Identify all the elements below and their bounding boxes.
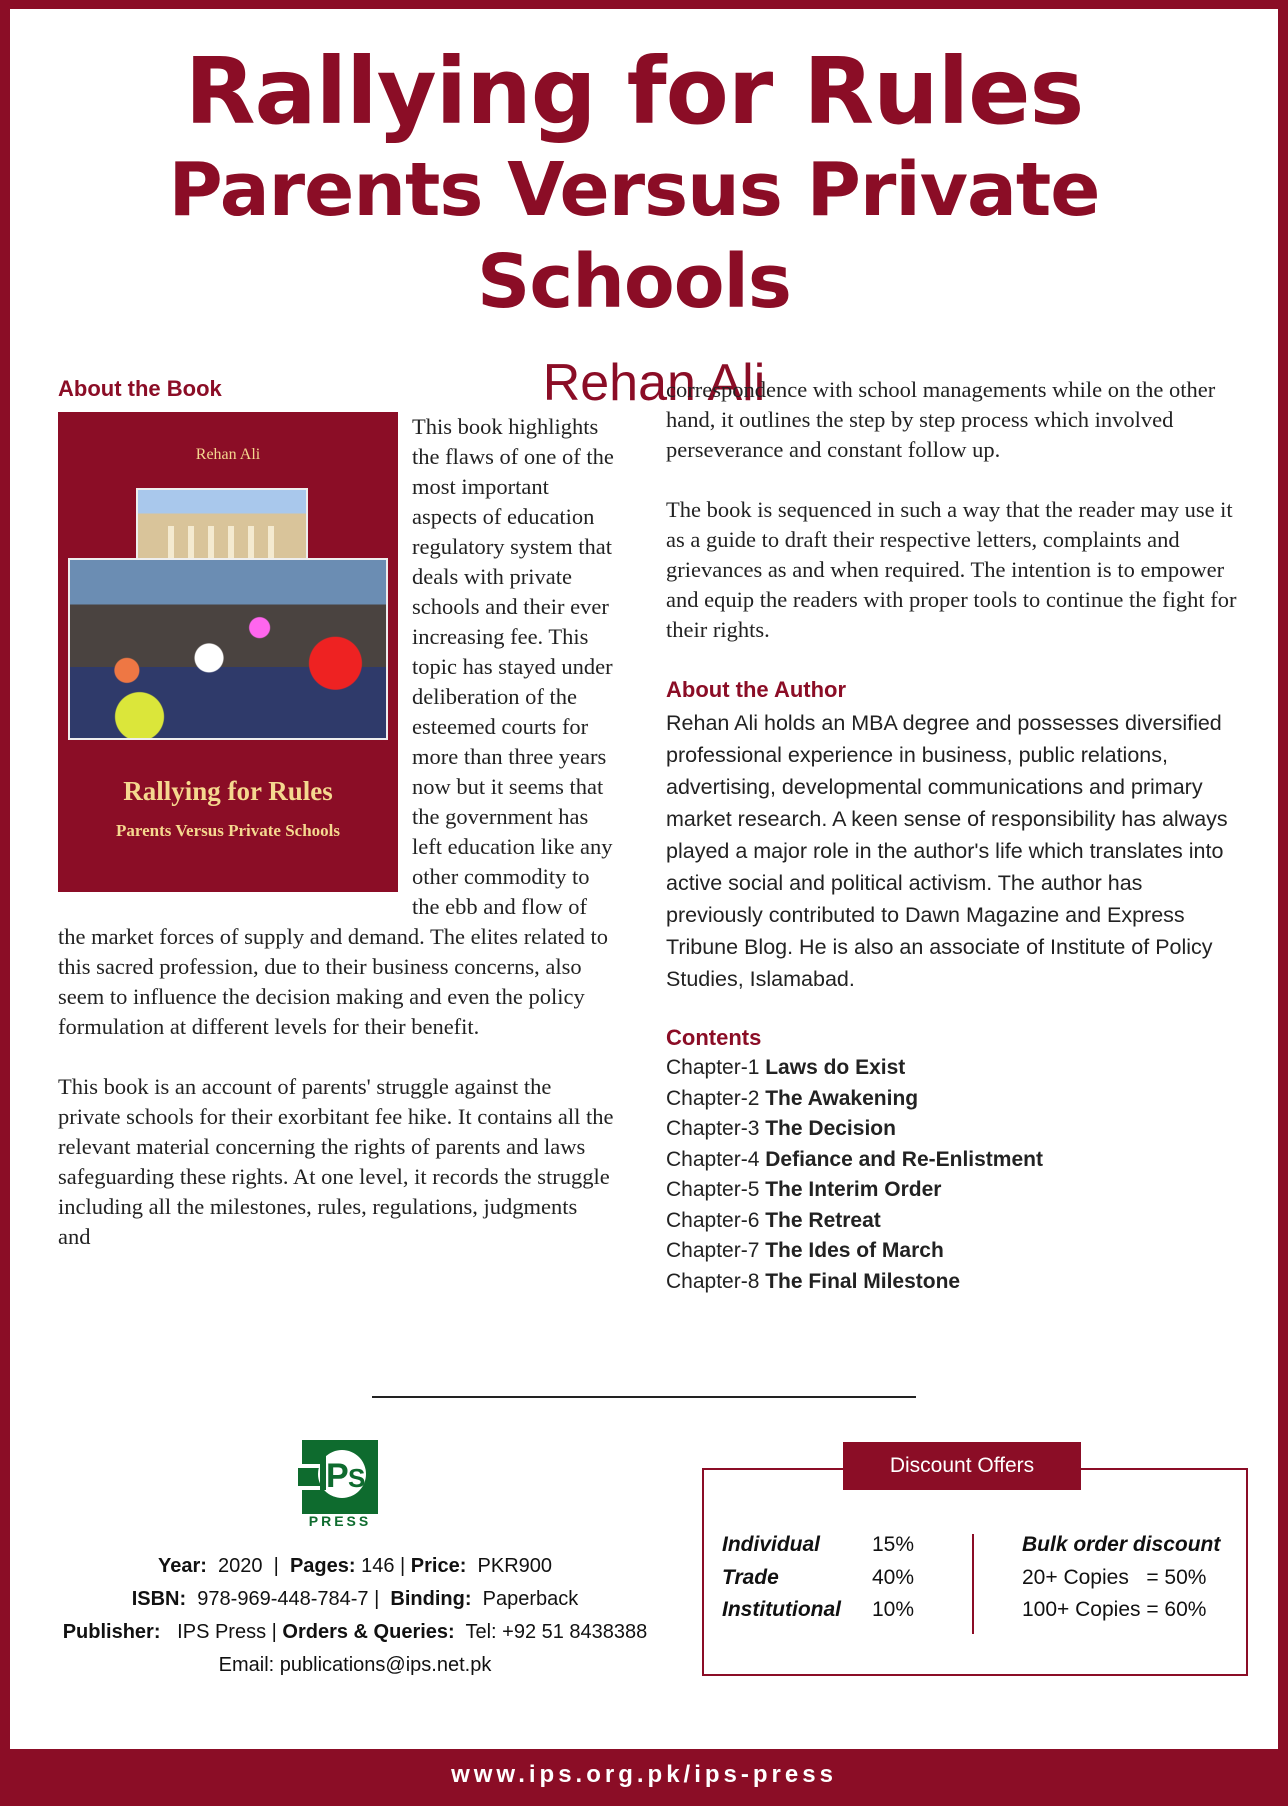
about-book-paragraph-2: This book is an account of parents' struggle against the private schools for their exorbitant fee hike. It contains all the relevant material concerning the rights of parents and laws safeguarding these rights. At one level, it records the struggle including all the milestones, rules, regulations, judgments and xyxy=(58,1074,614,1249)
author-name: Rehan Ali xyxy=(542,354,766,412)
discount-label-trade: Trade xyxy=(722,1566,779,1589)
list-item: Chapter-8 The Final Milestone xyxy=(666,1269,961,1293)
discount-label-individual: Individual xyxy=(722,1533,821,1556)
svg-text:P: P xyxy=(326,1457,349,1495)
publication-info xyxy=(30,1550,680,1682)
info-email: Email: publications@ips.net.pk xyxy=(218,1654,492,1676)
list-item: Chapter-1 Laws do Exist xyxy=(666,1056,906,1079)
left-column xyxy=(58,374,614,1252)
about-book-heading: About the Book xyxy=(58,376,222,401)
flyer-header xyxy=(0,40,1268,420)
about-book-paragraph-1: This book highlights the flaws of one of the most important aspects of education regulatory system that deals with private schools and their ever increasing fee. This topic has stayed under deliberation of the esteemed courts for more than three years now but it seems that the government has left education like any other commodity to the ebb and flow of the market forces of supply and demand. The elites related to this sacred profession, due to their business concerns, also seem to influence the decision making and even the policy formulation at different levels for their benefit. xyxy=(58,414,614,1039)
about-book-continued xyxy=(666,375,1240,645)
discount-label-institutional: Institutional xyxy=(722,1598,841,1621)
about-author-heading: About the Author xyxy=(666,677,847,702)
discount-title: Discount Offers xyxy=(843,1442,1081,1490)
cover-title: Rallying for Rules xyxy=(123,776,333,806)
bulk-order-heading: Bulk order discount xyxy=(1022,1533,1221,1556)
info-line-2: ISBN: 978-969-448-784-7 | Binding: Paperback xyxy=(131,1588,579,1610)
svg-text:S: S xyxy=(348,1463,366,1493)
info-line-1: Year: 2020 | Pages: 146 | Price: PKR900 xyxy=(157,1555,553,1577)
about-book-body xyxy=(58,412,614,1252)
about-author-text: Rehan Ali holds an MBA degree and possesses diversified professional experience in business, public relations, advertising, developmental communications and primary market research. A keen sense of responsibility has always played a major role in the author's life which translates into active social and political activism. The author has previously contributed to Dawn Magazine and Express Tribune Blog. He is also an associate of Institute of Policy Studies, Islamabad. xyxy=(666,711,1228,991)
footer-url-link[interactable]: www.ips.org.pk/ips-press xyxy=(451,1761,837,1788)
cover-subtitle: Parents Versus Private Schools xyxy=(116,821,340,840)
title-line-2: Parents Versus Private Schools xyxy=(168,147,1100,325)
about-book-paragraph-3: The book is sequenced in such a way that the reader may use it as a guide to draft their respective letters, complaints and grievances as and when required. The intention is to empower and equip the readers with proper tools to continue the fight for their rights. xyxy=(666,497,1237,642)
list-item: Chapter-3 The Decision xyxy=(666,1117,896,1140)
list-item: Chapter-6 The Retreat xyxy=(666,1208,881,1232)
about-book-paragraph-2-cont: correspondence with school managements while on the other hand, it outlines the step by step process which involved perseverance and constant follow up. xyxy=(666,377,1216,462)
list-item: Chapter-5 The Interim Order xyxy=(666,1178,942,1201)
cover-author: Rehan Ali xyxy=(195,446,261,463)
logo-press-text: PRESS xyxy=(308,1513,372,1529)
protest-photo xyxy=(68,558,388,740)
discount-value-trade: 40% xyxy=(872,1566,915,1589)
list-item: Chapter-4 Defiance and Re-Enlistment xyxy=(666,1147,1043,1171)
bulk-tier-1: 20+ Copies = 50% xyxy=(1022,1566,1207,1589)
contents-heading: Contents xyxy=(666,1025,762,1050)
book-cover-image xyxy=(58,412,398,892)
list-item: Chapter-2 The Awakening xyxy=(666,1086,919,1110)
bulk-tier-2: 100+ Copies = 60% xyxy=(1022,1598,1207,1621)
info-line-3: Publisher: IPS Press | Orders & Queries: Tel: +92 51 8438388 xyxy=(62,1621,648,1643)
chapter-list xyxy=(666,1053,1240,1297)
list-item: Chapter-7 The Ides of March xyxy=(666,1239,944,1262)
discount-divider xyxy=(972,1534,974,1634)
title-line-1: Rallying for Rules xyxy=(184,38,1084,145)
right-column xyxy=(666,375,1240,1297)
discount-value-individual: 15% xyxy=(872,1533,915,1556)
discount-value-institutional: 10% xyxy=(872,1598,915,1621)
section-divider xyxy=(372,1396,916,1398)
